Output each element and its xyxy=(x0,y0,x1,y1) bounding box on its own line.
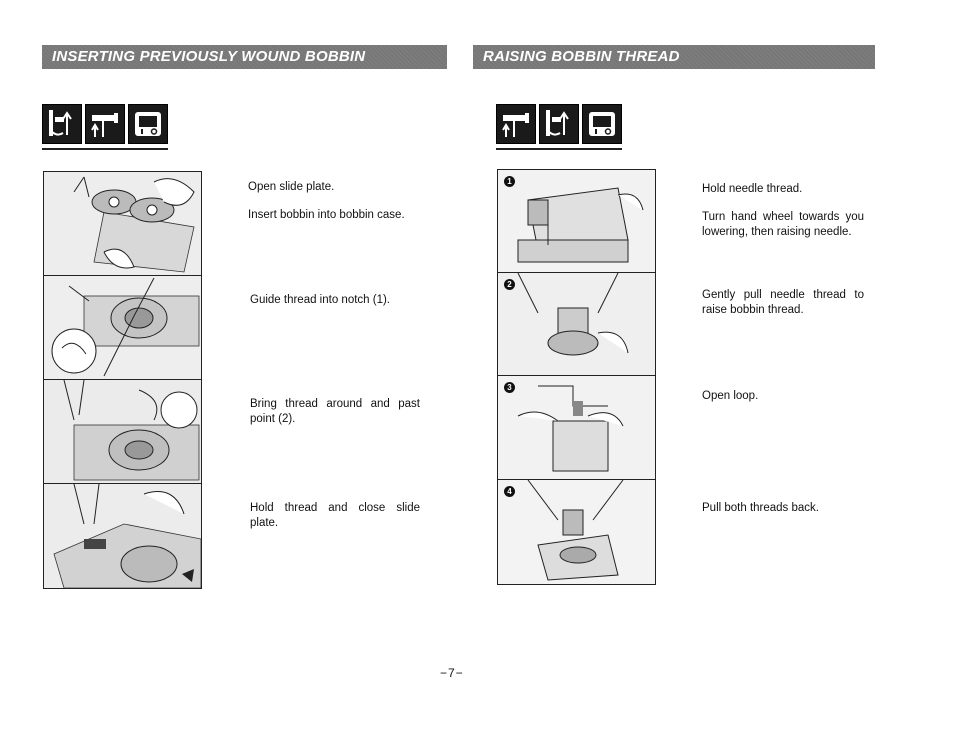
right-step-4-text xyxy=(702,501,864,529)
instruction-line: Open loop. xyxy=(702,390,759,402)
presser-foot-up-icon xyxy=(539,104,579,144)
right-step-1-text xyxy=(702,182,864,253)
illustration-pull-both-threads xyxy=(497,479,656,585)
left-step-1-text xyxy=(248,180,420,236)
illustration-close-slide-plate xyxy=(43,483,202,589)
illustration-hold-needle-thread xyxy=(497,169,656,274)
illustration-open-slide-plate xyxy=(43,171,202,277)
left-icon-row xyxy=(42,104,168,144)
illustration-pull-needle-thread xyxy=(497,272,656,377)
instruction-line: Hold thread and close slide plate. xyxy=(250,502,420,529)
step-number-badge: 1 xyxy=(504,176,515,187)
power-switch-icon xyxy=(128,104,168,144)
instruction-line: Gently pull needle thread to raise bobbin thread. xyxy=(702,289,864,316)
left-step-4-text xyxy=(250,501,420,544)
step-number-badge: 4 xyxy=(504,486,515,497)
instruction-line: Insert bobbin into bobbin case. xyxy=(248,209,405,221)
step-number-badge: 3 xyxy=(504,382,515,393)
instruction-line: Hold needle thread. xyxy=(702,183,803,195)
section-title-left: INSERTING PREVIOUSLY WOUND BOBBIN xyxy=(42,45,447,69)
illustration-guide-thread-notch xyxy=(43,275,202,381)
left-icon-underline xyxy=(42,148,168,150)
presser-foot-up-icon xyxy=(42,104,82,144)
illustration-bring-thread-around xyxy=(43,379,202,485)
instruction-line: Turn hand wheel towards you lowering, then raising needle. xyxy=(702,211,864,238)
left-step-3-text xyxy=(250,397,420,440)
right-step-2-text xyxy=(702,288,864,331)
step-number-badge: 2 xyxy=(504,279,515,290)
instruction-line: Bring thread around and past point (2). xyxy=(250,398,420,425)
illustration-open-loop xyxy=(497,375,656,481)
right-icon-underline xyxy=(496,148,622,150)
section-title-right: RAISING BOBBIN THREAD xyxy=(473,45,875,69)
page-number: −7− xyxy=(440,666,464,680)
power-switch-icon xyxy=(582,104,622,144)
instruction-line: Open slide plate. xyxy=(248,181,335,193)
left-step-2-text xyxy=(250,293,422,321)
needle-up-icon xyxy=(496,104,536,144)
needle-up-icon xyxy=(85,104,125,144)
right-step-3-text xyxy=(702,389,864,417)
right-icon-row xyxy=(496,104,622,144)
instruction-line: Pull both threads back. xyxy=(702,502,819,514)
instruction-line: Guide thread into notch (1). xyxy=(250,294,390,306)
